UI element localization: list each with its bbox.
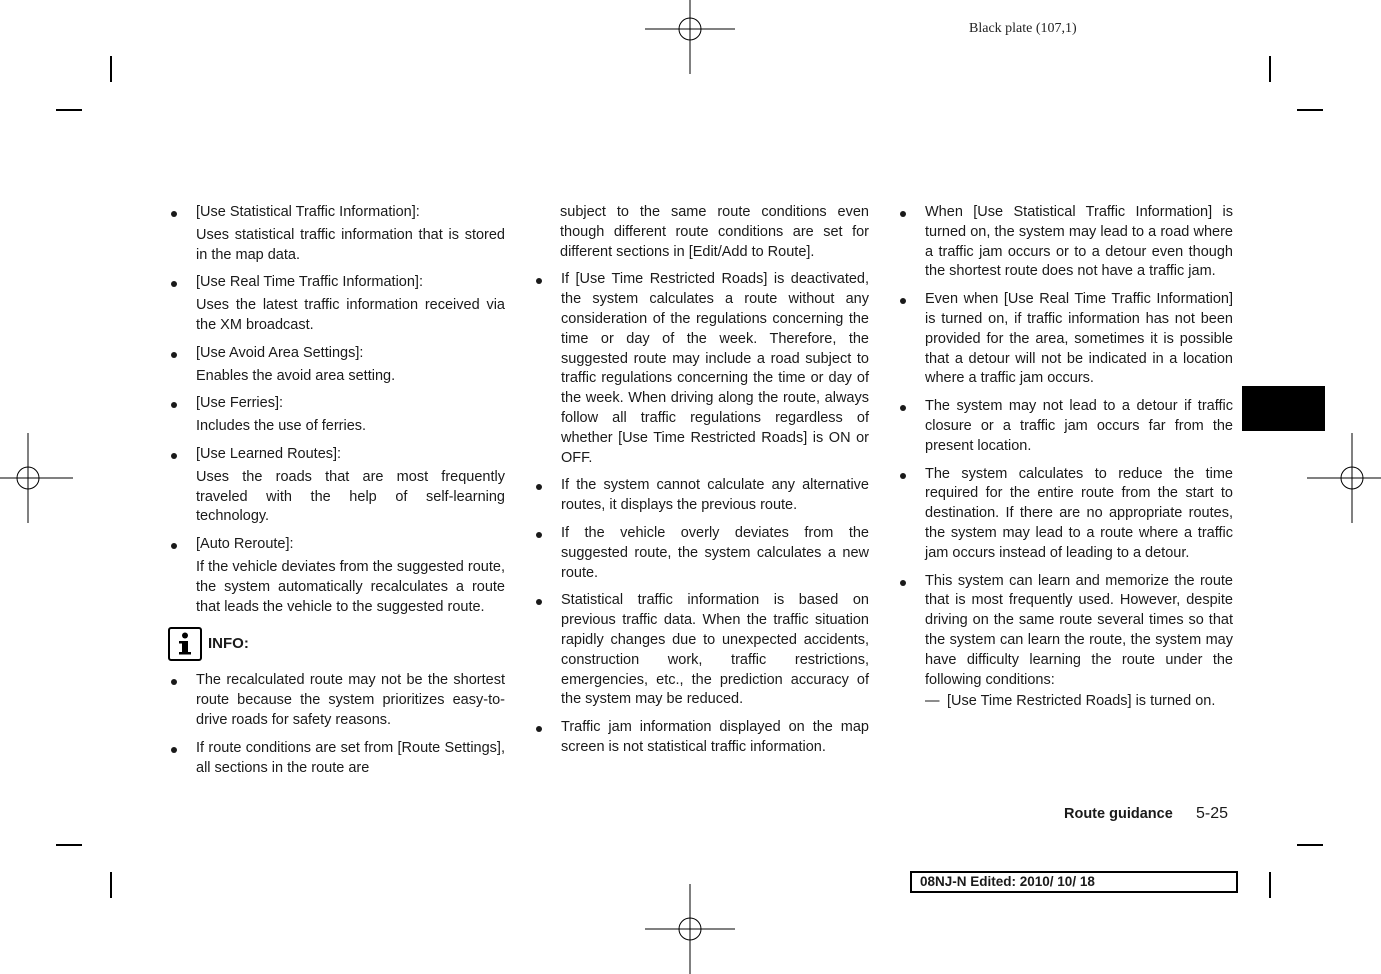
crop-mark <box>1297 844 1323 846</box>
bullet-icon <box>536 532 542 538</box>
list-item <box>533 476 869 516</box>
bullet-icon <box>900 405 906 411</box>
item-text: Traffic jam information displayed on the map screen is not statistical traffic information. <box>561 719 869 755</box>
crop-mark <box>56 844 82 846</box>
bullet-icon <box>900 298 906 304</box>
item-title: [Use Learned Routes]: <box>196 445 342 462</box>
item-text: Statistical traffic information is based on previous traffic data. When the traffic situation rapidly changes due to unexpected accidents, construction work, traffic restrictions, emergencies, etc., the prediction accuracy of the system may be reduced. <box>561 592 869 708</box>
list-item <box>897 465 1233 564</box>
crop-mark <box>1269 56 1271 82</box>
item-desc: Enables the avoid area setting. <box>196 367 396 384</box>
item-desc: Uses the roads that are most frequently traveled with the help of self-learning technology. <box>196 468 505 525</box>
item-desc: Uses the latest traffic information received via the XM broadcast. <box>196 297 505 333</box>
crop-mark <box>110 56 112 82</box>
info-text: If route conditions are set from [Route Settings], all sections in the route are <box>196 739 505 776</box>
bullet-icon <box>171 281 177 287</box>
bullet-icon <box>171 352 177 358</box>
list-item <box>897 203 1233 282</box>
page-number: 5-25 <box>1196 805 1229 822</box>
column-1 <box>168 203 505 786</box>
item-title: [Use Statistical Traffic Information]: <box>196 204 420 220</box>
info-item <box>168 739 505 779</box>
item-text: When [Use Statistical Traffic Information] is turned on, the system may lead to a road where a traffic jam occurs or to a detour even though the shortest route does not have a traffic jam. <box>925 204 1233 280</box>
list-item <box>168 535 505 617</box>
continued-text: subject to the same route conditions even though different route conditions are set for different sections in [Edit/Add to Route]. <box>560 204 869 260</box>
bullet-icon <box>900 580 906 586</box>
item-text: If the vehicle overly deviates from the suggested route, the system calculates a new route. <box>561 524 869 581</box>
item-desc: Includes the use of ferries. <box>196 418 367 435</box>
list-item <box>897 290 1233 389</box>
info-text: The recalculated route may not be the shortest route because the system prioritizes easy-to-drive roads for safety reasons. <box>196 672 505 728</box>
item-text: If the system cannot calculate any alternative routes, it displays the previous route. <box>561 477 869 514</box>
bullet-icon <box>536 599 542 605</box>
item-text: This system can learn and memorize the route that is most frequently used. However, despite driving on the same route several times so that the system can learn the route, the system may have difficulty learning the route under the following conditions: <box>925 572 1233 688</box>
bullet-icon <box>171 679 177 685</box>
crop-mark <box>110 872 112 898</box>
info-icon <box>168 627 202 661</box>
bullet-icon <box>171 543 177 549</box>
info-label: INFO: <box>208 635 249 653</box>
crop-mark <box>56 109 82 111</box>
bullet-icon <box>171 402 177 408</box>
column-3 <box>897 203 1233 712</box>
section-title: Route guidance <box>1064 806 1173 822</box>
bullet-icon <box>171 747 177 753</box>
info-item <box>168 671 505 730</box>
registration-crosshair-right <box>1307 433 1381 523</box>
crop-mark <box>1269 872 1271 898</box>
registration-crosshair-left <box>0 433 73 523</box>
list-item <box>168 273 505 335</box>
list-item <box>168 445 505 527</box>
list-item <box>168 203 505 265</box>
item-title: [Use Ferries]: <box>196 395 284 412</box>
item-desc: Uses statistical traffic information that is stored in the map data. <box>196 226 505 263</box>
item-text: The system may not lead to a detour if traffic closure or a traffic jam occurs far from the present location. <box>925 398 1233 454</box>
list-item <box>897 572 1233 691</box>
section-tab <box>1242 386 1325 431</box>
dash-item-text: [Use Time Restricted Roads] is turned on. <box>947 693 1216 710</box>
bullet-icon <box>536 484 542 490</box>
list-item <box>168 394 505 437</box>
bullet-icon <box>900 211 906 217</box>
item-desc: If the vehicle deviates from the suggested route, the system automatically recalculates a route that leads the vehicle to the suggested route. <box>196 558 505 615</box>
item-text: If [Use Time Restricted Roads] is deactivated, the system calculates a route without any consideration of the regulations concerning the time or day of the week. Therefore, the suggested route may include a road subject to traffic regulations concerning the time or day of the week. When driving along the route, always follow all traffic regulations regardless of whether [Use Time Restricted Roads] is ON or OFF. <box>561 271 869 466</box>
list-item <box>533 524 869 583</box>
bullet-icon <box>171 211 177 217</box>
edit-stamp: 08NJ-N Edited: 2010/ 10/ 18 <box>910 871 1238 893</box>
registration-crosshair-top <box>645 0 735 74</box>
bullet-icon <box>536 726 542 732</box>
list-item <box>897 397 1233 456</box>
list-item <box>168 344 505 387</box>
item-title: [Use Avoid Area Settings]: <box>196 344 364 361</box>
column-2 <box>533 203 869 766</box>
crop-mark <box>1297 109 1323 111</box>
bullet-icon <box>536 278 542 284</box>
bullet-icon <box>900 473 906 479</box>
list-item <box>533 591 869 710</box>
list-item <box>533 718 869 758</box>
registration-crosshair-bottom <box>645 884 735 974</box>
plate-label: Black plate (107,1) <box>969 21 1077 36</box>
bullet-icon <box>171 453 177 459</box>
item-title: [Use Real Time Traffic Information]: <box>196 274 423 291</box>
list-item <box>533 270 869 468</box>
dash-list-item <box>897 692 1233 712</box>
dash-mark: — <box>925 693 940 710</box>
info-heading <box>168 627 505 661</box>
item-text: Even when [Use Real Time Traffic Information] is turned on, if traffic information has not been provided for the area, sometimes it is possible that a detour will not be indicated in a location where a traffic jam occurs. <box>925 291 1233 387</box>
item-text: The system calculates to reduce the time required for the entire route from the start to destination. If there are no appropriate routes, the system may lead to a route where a traffic jam occurs instead of leading to a detour. <box>925 465 1233 561</box>
item-title: [Auto Reroute]: <box>196 536 294 553</box>
